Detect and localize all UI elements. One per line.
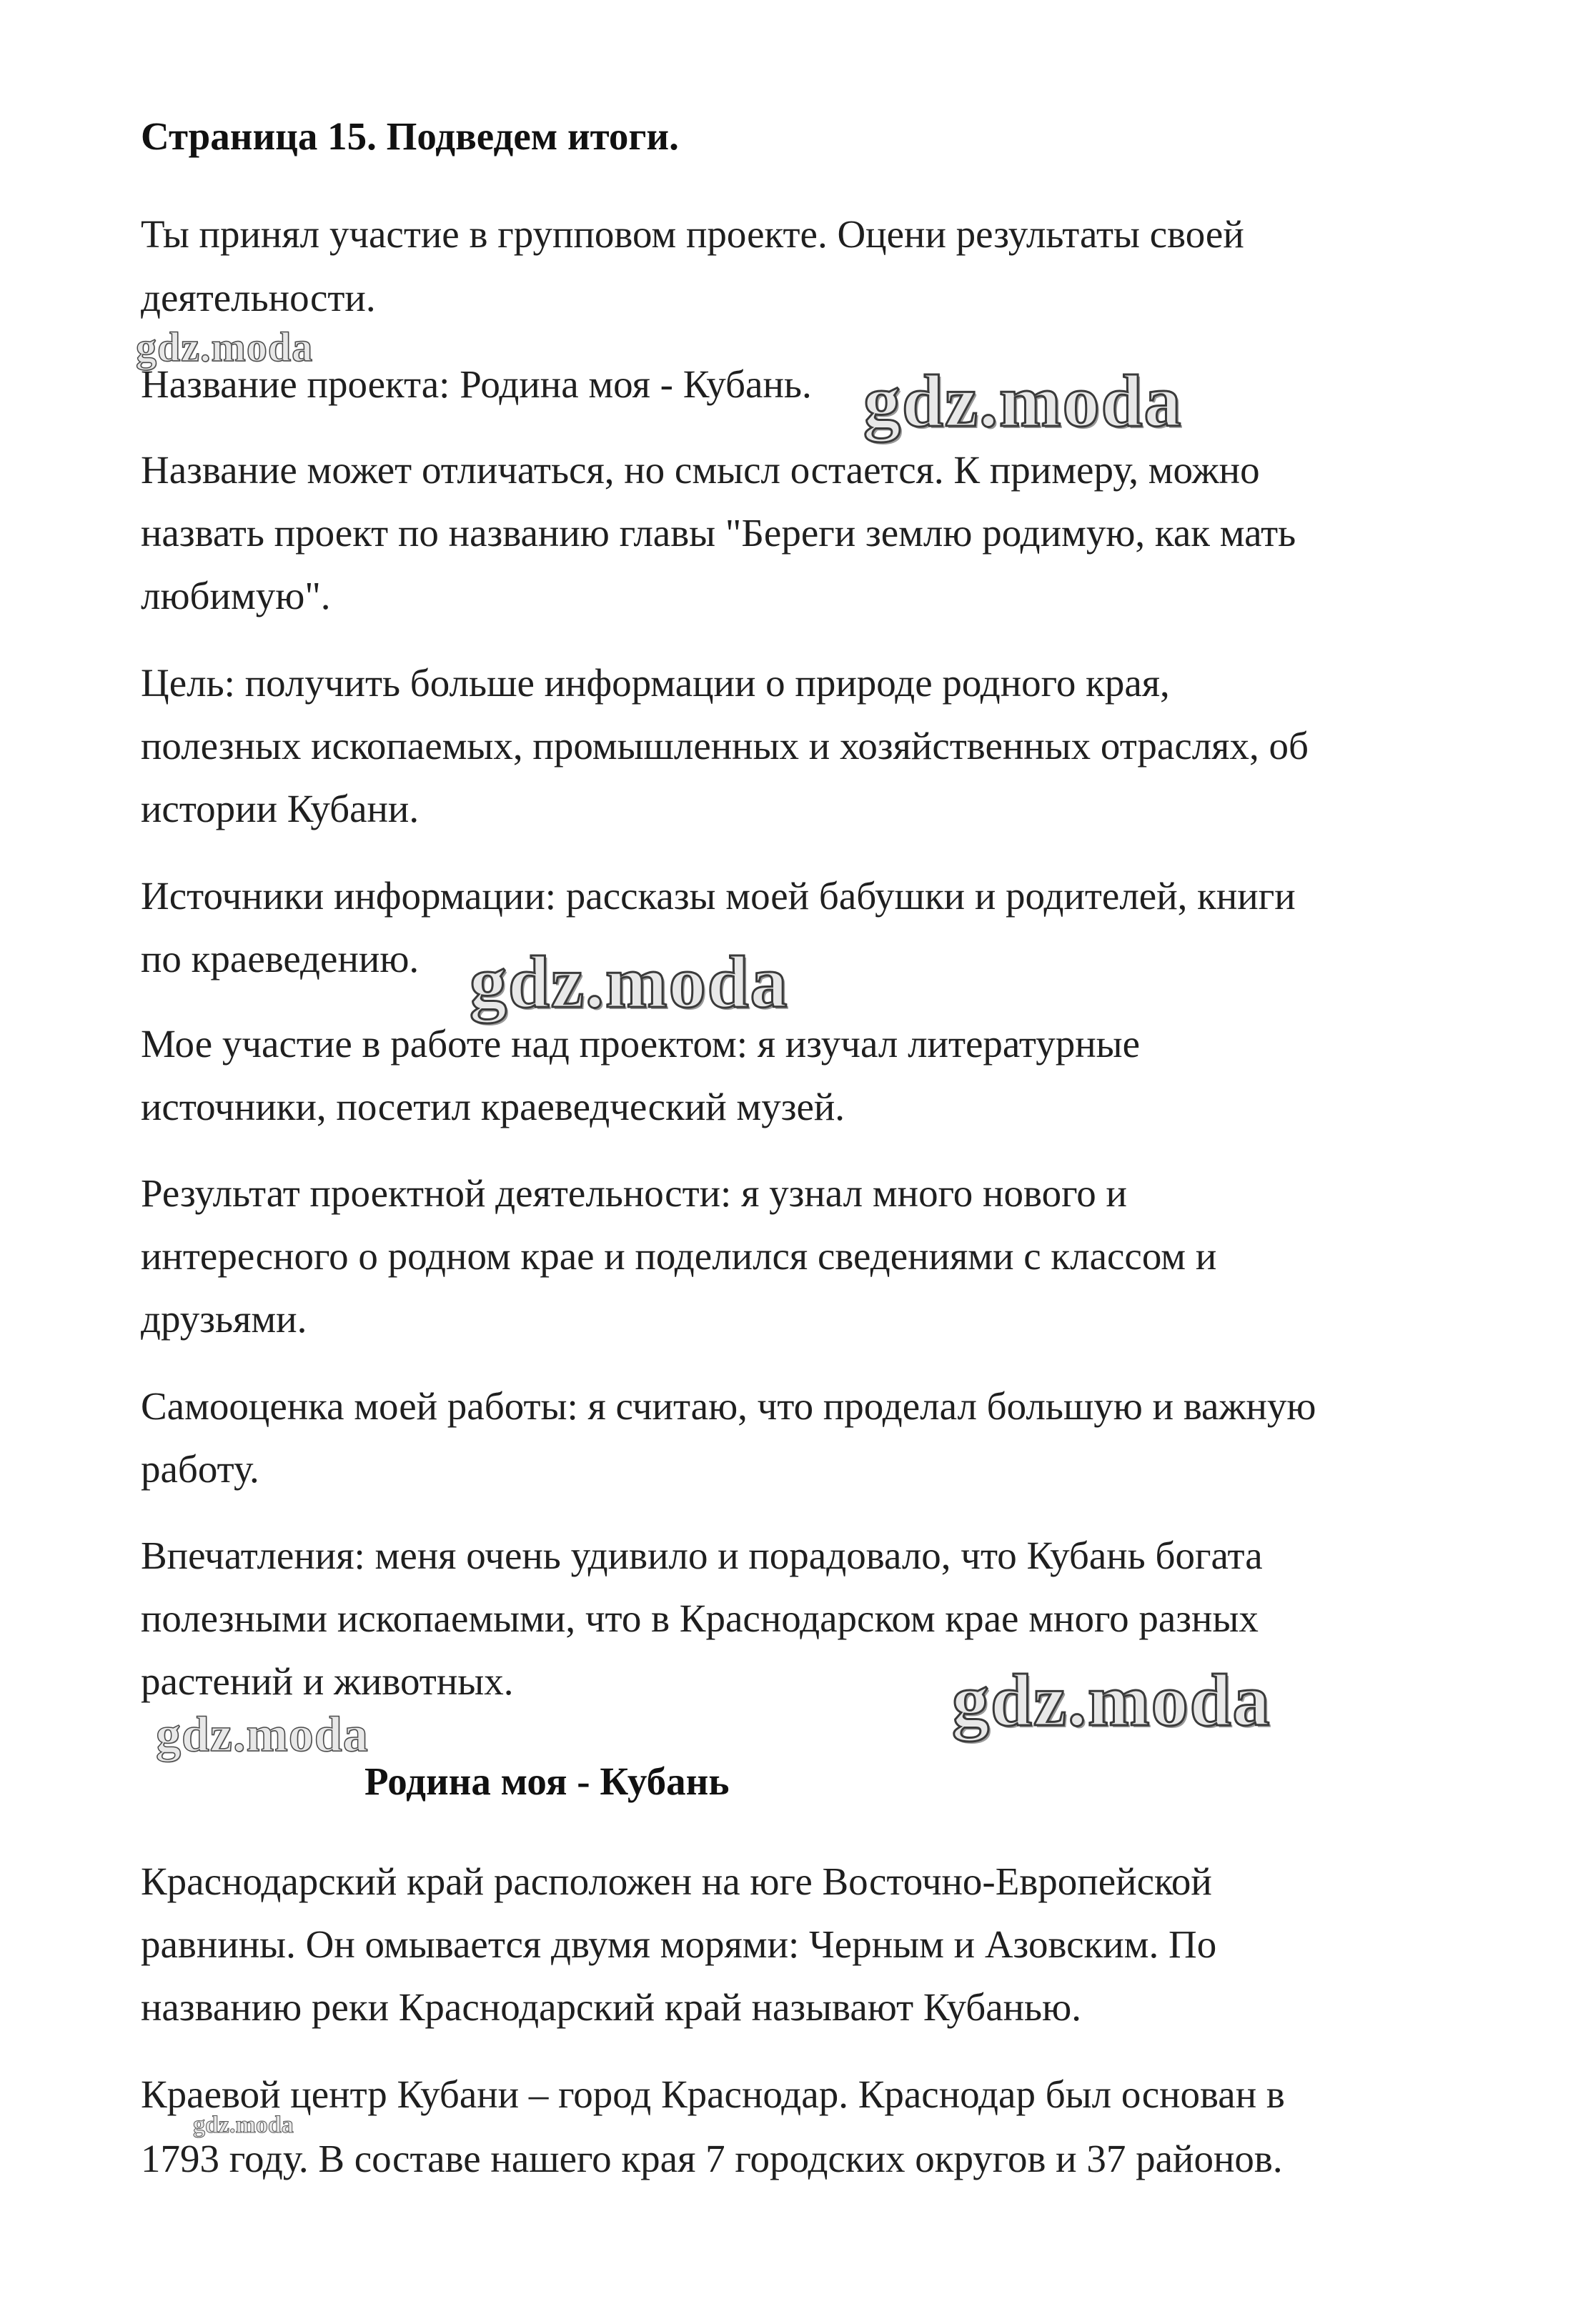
body2-line-2: 1793 году. В составе нашего края 7 городских округов и 37 районов. (141, 2137, 1283, 2180)
participation-line-1: Мое участие в работе над проектом: я изучал литературные (141, 1022, 1140, 1066)
watermark-logo: gdz.moda (136, 324, 314, 370)
self-assessment-line-1: Самооценка моей работы: я считаю, что проделал большую и важную (141, 1384, 1316, 1428)
project-name: Название проекта: Родина моя - Кубань. (141, 362, 812, 406)
body2-line-1: Краевой центр Кубани – город Краснодар. Краснодар был основан в (141, 2072, 1285, 2116)
section-title: Родина моя - Кубань (364, 1759, 730, 1803)
body1-line-3: названию реки Краснодарский край называют Кубанью. (141, 1985, 1081, 2029)
goal-line-3: истории Кубани. (141, 787, 420, 830)
impressions-line-1: Впечатления: меня очень удивило и порадовало, что Кубань богата (141, 1534, 1263, 1577)
self-assessment-line-2: работу. (141, 1447, 259, 1491)
sources-line-2: по краеведению. (141, 937, 420, 980)
watermark-logo: gdz.moda (952, 1659, 1271, 1742)
intro-line-2: деятельности. (141, 276, 376, 319)
body1-line-1: Краснодарский край расположен на юге Восточно-Европейской (141, 1859, 1212, 1903)
goal-line-1: Цель: получить больше информации о природе родного края, (141, 661, 1170, 705)
goal-line-2: полезных ископаемых, промышленных и хозяйственных отраслях, об (141, 724, 1309, 768)
watermark-logo: gdz.moda (156, 1707, 369, 1762)
impressions-line-3: растений и животных. (141, 1659, 514, 1703)
watermark-logo: gdz.moda (863, 360, 1183, 442)
result-line-2: интересного о родном крае и поделился сведениями с классом и (141, 1234, 1217, 1278)
sources-line-1: Источники информации: рассказы моей бабушки и родителей, книги (141, 874, 1296, 918)
name-note-line-2: назвать проект по названию главы "Береги землю родимую, как мать (141, 511, 1296, 555)
watermark-logo: gdz.moda (470, 941, 789, 1023)
intro-line-1: Ты принял участие в групповом проекте. Оцени результаты своей (141, 212, 1244, 256)
participation-line-2: источники, посетил краеведческий музей. (141, 1085, 845, 1128)
result-line-3: друзьями. (141, 1297, 307, 1341)
result-line-1: Результат проектной деятельности: я узнал много нового и (141, 1171, 1127, 1215)
page-heading: Страница 15. Подведем итоги. (141, 114, 679, 158)
impressions-line-2: полезными ископаемыми, что в Краснодарском крае много разных (141, 1596, 1259, 1640)
body1-line-2: равнины. Он омывается двумя морями: Черным и Азовским. По (141, 1922, 1217, 1966)
name-note-line-1: Название может отличаться, но смысл остается. К примеру, можно (141, 448, 1260, 492)
name-note-line-3: любимую". (141, 574, 331, 617)
watermark-logo: gdz.moda (193, 2112, 294, 2138)
